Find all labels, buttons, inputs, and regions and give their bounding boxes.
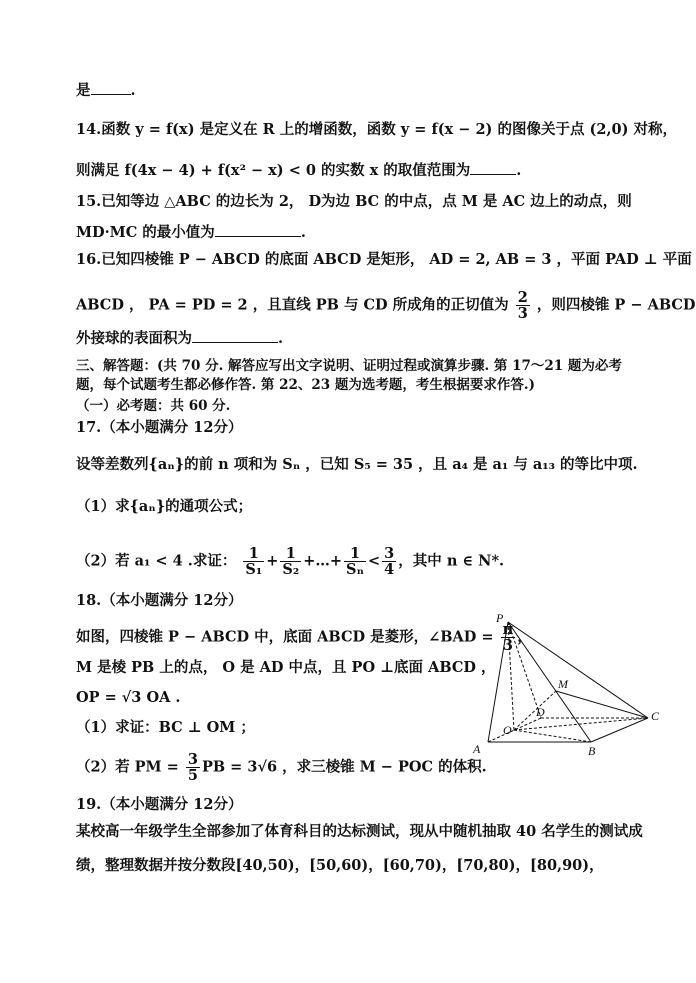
q17-dots: +…+ (303, 552, 343, 570)
question-18-header: 18.（本小题满分 12分） (76, 592, 243, 609)
section3-line1: 三、解答题：(共 70 分. 解答应写出文字说明、证明过程或演算步骤. 第 17～21 题为必考 (76, 358, 622, 374)
question-17-part1: （1）求{aₙ}的通项公式； (76, 498, 253, 515)
q17-frac-rhs (382, 546, 396, 577)
q18-text-a: 如图，四棱锥 P − ABCD 中，底面 ABCD 是菱形，∠BAD = (76, 628, 494, 646)
label-C: C (651, 709, 660, 723)
question-17-part2 (76, 546, 504, 577)
question-18-part1: （1）求证：BC ⊥ OM ； (76, 719, 255, 736)
q18-part2-lead: （2）若 PM = (76, 758, 179, 776)
q18-pm-den: 5 (187, 767, 198, 784)
q14-end: . (516, 162, 522, 179)
question-13-tail (76, 80, 136, 101)
question-19-header: 19.（本小题满分 12分） (76, 796, 243, 813)
label-D: D (536, 705, 545, 719)
section3-line2: 题，每个试题考生都必修作答. 第 22、23 题为选考题，考生根据要求作答.) (76, 377, 535, 393)
q18-angle-den: 3 (502, 637, 513, 654)
q14-text: 则满足 f(4x − 4) + f(x² − x) < 0 的实数 x 的取值范围为 (76, 162, 471, 179)
q17-frac-n-den: Sₙ (346, 561, 365, 578)
edge-MC (556, 691, 648, 718)
question-18-part2 (76, 752, 487, 783)
question-18-line3: OP = √3 OA . (76, 689, 181, 706)
q18-pm-num: 3 (187, 751, 198, 768)
q18-part2-tail: PB = 3√6 ，求三棱锥 M − POC 的体积. (201, 758, 487, 776)
question-19-line1: 某校高一年级学生全部参加了体育科目的达标测试，现从中随机抽取 40 名学生的测试成 (76, 823, 643, 840)
q17-frac-2 (280, 546, 301, 577)
q16-answer-blank[interactable] (192, 328, 278, 343)
q16-text-c: 外接球的表面积为 (76, 330, 192, 347)
edge-OB (514, 730, 591, 742)
q16-text-a: ABCD ， PA = PD = 2 ，且直线 PB 与 CD 所成角的正切值为 (76, 296, 509, 314)
question-15-line1: 15.已知等边 △ABC 的边长为 2， D为边 BC 的中点，点 M 是 AC 边上的动点，则 (76, 193, 632, 210)
edge-PC (508, 622, 648, 718)
q16-fraction (516, 290, 530, 321)
label-B: B (588, 744, 596, 758)
q16-frac-num: 2 (517, 289, 528, 306)
q17-frac-2-den: S₂ (282, 561, 300, 578)
label-A: A (473, 742, 481, 756)
label-M: M (558, 677, 568, 691)
q18-pm-fraction (186, 752, 200, 783)
edge-OM (514, 691, 556, 730)
edge-PB (508, 622, 591, 742)
q18-text-a-end: ， (517, 628, 532, 646)
question-19-line2: 绩，整理数据并按分数段[40,50)，[50,60)，[60,70)，[70,80)，[80,90)， (76, 857, 604, 874)
q17-frac-2-num: 1 (280, 546, 301, 562)
q13-end: . (130, 82, 136, 99)
q18-angle-num: π (502, 621, 514, 638)
question-17-header: 17.（本小题满分 12分） (76, 419, 243, 436)
q17-frac-1-num: 1 (243, 546, 264, 562)
q16-text-b: ，则四棱锥 P − ABCD (536, 296, 696, 314)
question-14-line2 (76, 160, 521, 181)
q17-frac-rhs-num: 3 (384, 545, 395, 562)
question-16-line1: 16.已知四棱锥 P − ABCD 的底面 ABCD 是矩形， AD = 2, AB = 3 ，平面 PAD ⊥ 平面 (76, 251, 692, 268)
label-O: O (503, 723, 512, 737)
question-18-line1 (76, 622, 532, 653)
q17-frac-1 (243, 546, 264, 577)
q17-frac-rhs-den: 4 (384, 561, 395, 578)
q13-text: 是 (76, 82, 91, 99)
q17-plus: + (266, 552, 279, 570)
label-P: P (496, 612, 504, 625)
question-14-line1: 14.函数 y = f(x) 是定义在 R 上的增函数，函数 y = f(x − 2) 的图像关于点 (2,0) 对称， (76, 121, 677, 138)
q17-frac-n (344, 546, 366, 577)
q17-part2-lead: （2）若 a₁ < 4 .求证： (76, 552, 237, 570)
question-16-line3 (76, 328, 283, 349)
q13-answer-blank[interactable] (91, 80, 131, 95)
question-15-line2 (76, 222, 306, 243)
q16-frac-den: 3 (517, 305, 528, 322)
q15-answer-blank[interactable] (215, 222, 301, 237)
q17-lt: < (368, 552, 381, 570)
q16-end: . (278, 330, 284, 347)
question-17-stem: 设等差数列{aₙ}的前 n 项和为 Sₙ ，已知 S₅ = 35 ，且 a₄ 是 a₁ 与 a₁₃ 的等比中项. (76, 456, 638, 473)
q17-frac-n-num: 1 (344, 546, 366, 562)
q17-part2-tail: ，其中 n ∈ N*. (398, 552, 505, 570)
question-18-line2: M 是棱 PB 上的点， O 是 AD 中点，且 PO ⊥底面 ABCD ， (76, 659, 496, 676)
q15-end: . (300, 224, 306, 241)
q14-answer-blank[interactable] (470, 160, 516, 175)
edge-BC (591, 718, 648, 742)
section3-line3: （一）必考题：共 60 分. (76, 398, 231, 414)
question-16-line2 (76, 290, 695, 321)
q15-text: MD·MC 的最小值为 (76, 224, 215, 241)
pyramid-figure (468, 612, 668, 762)
q17-frac-1-den: S₁ (245, 561, 263, 578)
